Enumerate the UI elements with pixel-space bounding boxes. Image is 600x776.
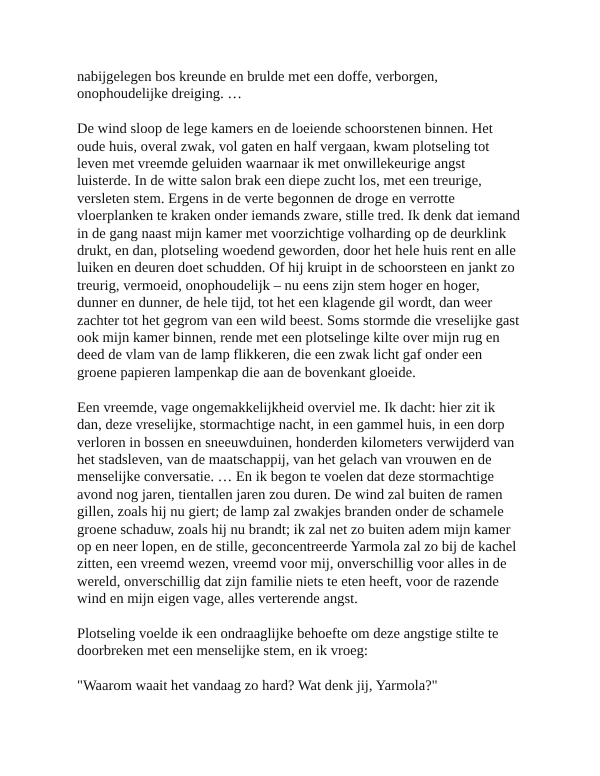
body-text (77, 69, 532, 696)
paragraph-1: nabijgelegen bos kreunde en brulde met een doffe, verborgen, onophoudelijke dreiging. … (77, 69, 438, 103)
paragraph-4: Plotseling voelde ik een ondraaglijke behoefte om deze angstige stilte te doorbreken met een menselijke stem, en ik vroeg: (77, 625, 499, 660)
paragraph-5: "Waarom waait het vandaag zo hard? Wat denk jij, Yarmola?" (77, 678, 438, 695)
paragraph-2: De wind sloop de lege kamers en de loeiende schoorstenen binnen. Het oude huis, overal zwak, vol gaten en half vergaan, kwam plotseling tot leven met vreemde geluiden waarnaar ik met onwillekeurige angst luisterde. In de witte salon brak een diepe zucht los, met een treurige, versleten stem. Ergens in de verte begonnen de droge en verrotte vloerplanken te kraken onder iemands zware, stille tred. Ik denk dat iemand in de gang naast mijn kamer met voorzichtige volharding op de deurklink drukt, en dan, plotseling woedend geworden, door het hele huis rent en alle luiken en deuren doet schudden. Of hij kruipt in de schoorsteen en jankt zo treurig, vermoeid, onophoudelijk – nu eens zijn stem hoger en hoger, dunner en dunner, de hele tijd, tot het een klagende gil wordt, dan weer zachter tot het gegrom van een wild beest. Soms stormde die vreselijke gast ook mijn kamer binnen, rende met een plotselinge kilte over mijn rug en deed de vlam van de lamp flikkeren, die een zwak licht gaf onder een groene papieren lampenkap die aan de bovenkant gloeide. (77, 121, 520, 381)
paragraph-3: Een vreemde, vage ongemakkelijkheid overviel me. Ik dacht: hier zit ik dan, deze vreselijke, stormachtige nacht, in een gammel huis, in een dorp verloren in bossen en sneeuwduinen, honderden kilometers verwijderd van het stadsleven, van de maatschappij, van het gelach van vrouwen en de menselijke conversatie. … En ik begon te voelen dat deze stormachtige avond nog jaren, tientallen jaren zou duren. De wind zal buiten de ramen gillen, zoals hij nu giert; de lamp zal zwakjes branden onder de schamele groene schaduw, zoals hij nu brandt; ik zal net zo buiten adem mijn kamer op en neer lopen, en de stille, geconcentreerde Yarmola zal zo bij de kachel zitten, een vreemd wezen, vreemd voor mij, onverschillig voor alles in de wereld, onverschillig dat zijn familie niets te eten heeft, voor de razende wind en mijn eigen vage, alles verterende angst. (77, 399, 517, 608)
